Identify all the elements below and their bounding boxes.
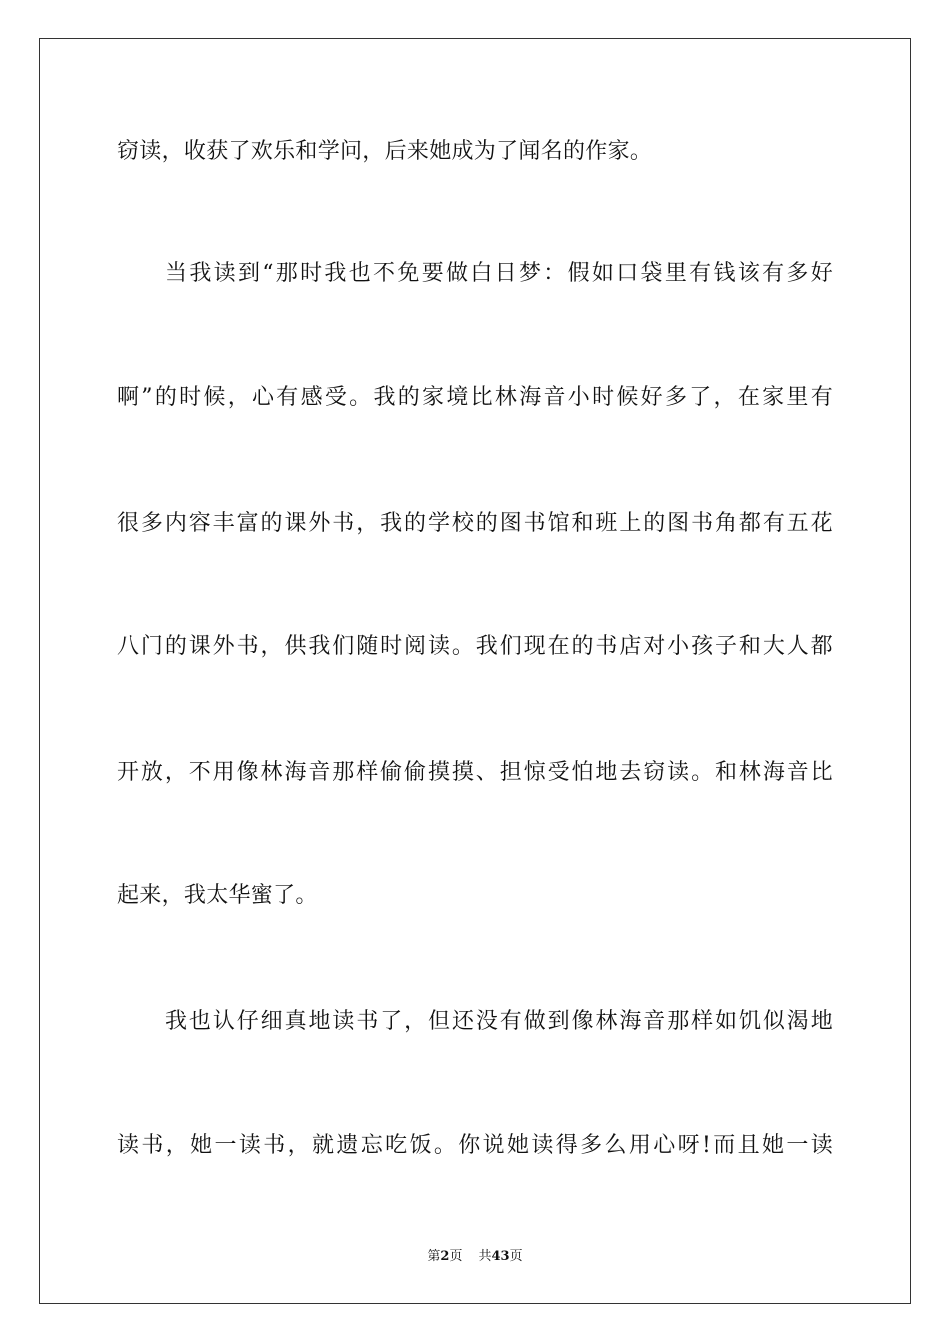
footer-page-number: 2 [440, 1249, 450, 1264]
text-line-2: 当我读到“那时我也不免要做白日梦：假如口袋里有钱该有多好 [165, 261, 833, 286]
text-line-3: 啊”的时候，心有感受。我的家境比林海音小时候好多了，在家里有 [117, 385, 833, 410]
footer-page-suffix: 页 [449, 1249, 463, 1264]
page-border [39, 38, 911, 1304]
text-line-5: 八门的课外书，供我们随时阅读。我们现在的书店对小孩子和大人都 [117, 634, 833, 659]
text-line-6: 开放，不用像林海音那样偷偷摸摸、担惊受怕地去窃读。和林海音比 [117, 760, 833, 785]
page-footer [0, 1248, 950, 1266]
text-line-4: 很多内容丰富的课外书，我的学校的图书馆和班上的图书角都有五花 [117, 511, 833, 536]
footer-prefix: 第 [427, 1249, 441, 1264]
text-line-1: 窃读，收获了欢乐和学问，后来她成为了闻名的作家。 [117, 139, 653, 164]
text-line-9: 读书，她一读书，就遗忘吃饭。你说她读得多么用心呀!而且她一读 [117, 1133, 833, 1158]
footer-total-prefix: 共 [478, 1249, 492, 1264]
text-line-7: 起来，我太华蜜了。 [117, 883, 318, 908]
footer-total-pages: 43 [491, 1249, 510, 1264]
footer-total-suffix: 页 [509, 1249, 523, 1264]
text-line-8: 我也认仔细真地读书了，但还没有做到像林海音那样如饥似渴地 [165, 1009, 833, 1034]
